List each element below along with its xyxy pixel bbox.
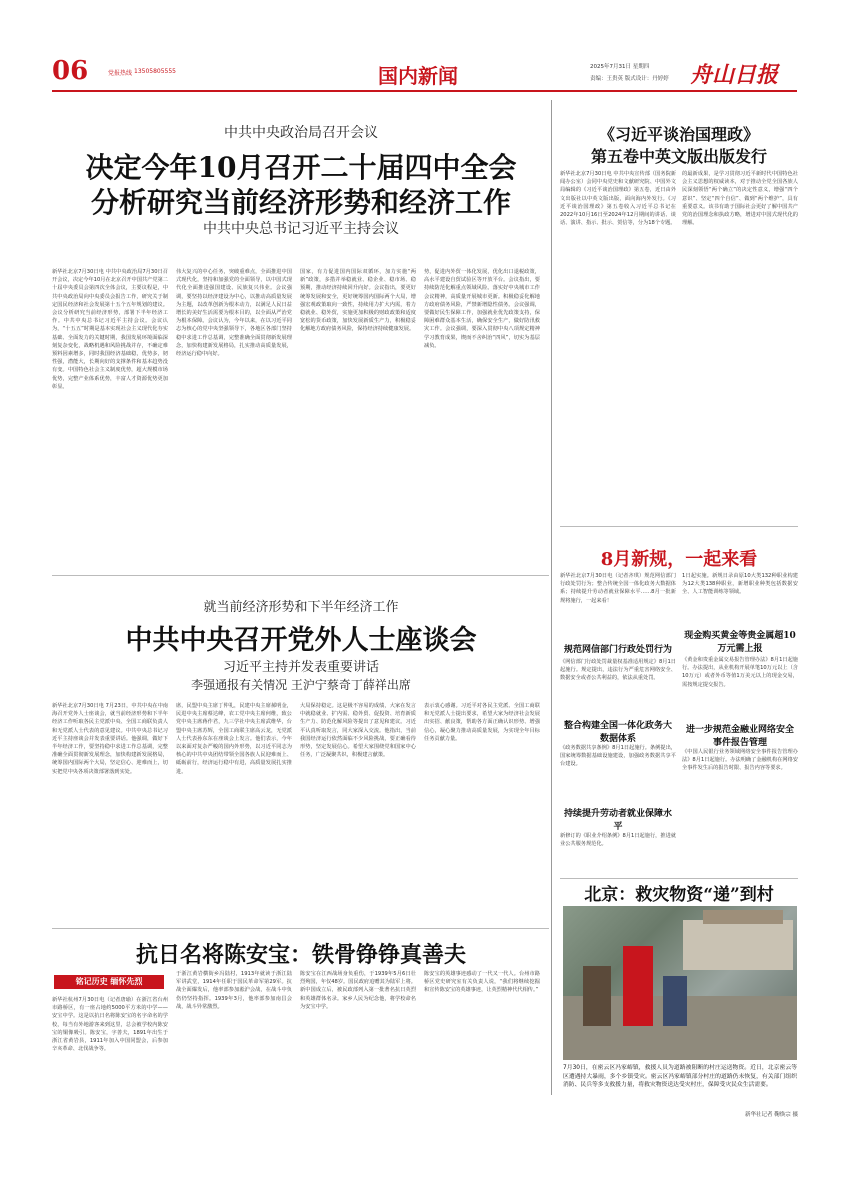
story3-column-2: 于浙江黄岩横街乡冯陆村，1913年就读于浙江陆军讲武堂，1914年任职于国民革命军第29军。抗战全面爆发后，他率部参加淞沪会战，在战斗中负伤仍坚持指挥。1939年3月，他率部参加南昌会战，战斗异常激烈。	[176, 971, 292, 1010]
editor-label: 党报热线	[108, 70, 133, 77]
story1-subhead: 中共中央总书记习近平主持会议	[203, 221, 399, 237]
story1-headline-1: 决定今年10月召开二十届四中全会	[85, 151, 517, 184]
story2-subhead-2: 李强通报有关情况 王沪宁蔡奇丁薛祥出席	[191, 678, 411, 692]
section-title: 国内新闻	[378, 64, 458, 88]
section-divider-4	[560, 878, 798, 879]
story1-headline-2: 分析研究当前经济形势和经济工作	[90, 186, 511, 219]
story2-subhead: 习近平主持并发表重要讲话	[222, 660, 379, 675]
story2-kicker: 就当前经济形势和下半年经济工作	[203, 600, 399, 615]
story5-sub-1-body: 《网信部门行政处罚裁量权基准适用规定》8月1日起施行。规定提出，违法行为严重危害网络安全、数据安全或者公共利益的，依法从重处罚。	[560, 659, 676, 682]
story5-sub-4: 现金购买黄金等贵金属超10万元需上报	[684, 631, 796, 654]
column-divider	[551, 100, 552, 1095]
story2-column-4: 表示衷心感谢。习近平对各民主党派、全国工商联和无党派人士提出要求，希望大家为经济社会发展出实招、献良策，帮助各方面正确认识形势、增强信心，凝心聚力推动高质量发展，为实现全年目标任务贡献力量。	[424, 703, 540, 742]
hotline-number: 13505805555	[134, 68, 176, 75]
story5-column-2: 1日起实施。新规日录由原10大类132种职业构建为12大类138种职业，新增职业种类包括数据安全、人工智能训练等领域。	[682, 573, 798, 596]
story4-headline-1: 《习近平谈治国理政》	[598, 125, 759, 144]
story6-headline: 北京：救灾物资“递”到村	[584, 885, 774, 905]
story3-column-4: 陈安宝的英雄事迹感动了一代又一代人。台州市路桥区党史研究室有关负责人说，“我们将继续挖掘和宣传陈安宝的英雄事迹，让英烈精神代代相传。”	[424, 971, 540, 994]
story5-sub-1: 规范网信部门行政处罚行为	[563, 645, 672, 655]
date-line: 2025年7月31日 星期四	[590, 64, 650, 70]
story1-column-2: 伟大复兴的中心任务，突破重难点，全面推进中国式现代化，坚持和加强党的全面领导，以中国式现代化全面推进强国建设、民族复兴伟业。会议强调，要坚持以经济建设为中心，以推动高质量发展为主题，以改革创新为根本动力，以满足人民日益增长的美好生活需要为根本目的，以全面从严治党为根本保障。会议认为，今年以来，在以习近平同志为核心的党中央坚强领导下，各地区各部门坚持稳中求进工作总基调，完整准确全面贯彻新发展理念，加快构建新发展格局，扎实推动高质量发展，经济运行稳中向好。	[176, 269, 292, 358]
story1-column-1: 新华社北京7月30日电 中共中央政治局7月30日召开会议，决定今年10月在北京召开中国共产党第二十届中央委员会第四次全体会议，主要议程是，中共中央政治局向中央委员会报告工作，研究关于制定国民经济和社会发展第十五个五年规划的建议。会议分析研究当前经济形势，部署下半年经济工作。中共中央总书记习近平主持会议。会议认为，“十五五”时期是基本实现社会主义现代化夯实基础、全面发力的关键时期，我国发展环境面临深刻复杂变化，战略机遇和风险挑战并存，不确定难预料因素增多，同时我国经济基础稳，优势多，韧性强，潜能大，长期向好的支撑条件和基本趋势没有变。中国特色社会主义制度优势，超大规模市场优势，完整产业体系优势，丰富人才资源优势更加彰显。	[52, 269, 168, 390]
story5-sub-4-body: 《黄金和贵重金属交易报告管理办法》8月1日起施行。办法提出，从业机构开展单笔10万元以上（含10万元）或者外币等值1万美元以上的现金交易，需按规定提交报告。	[682, 657, 798, 688]
story1-kicker: 中共中央政治局召开会议	[224, 125, 378, 141]
story4-column-1: 新华社北京7月30日电 中共中央宣传部（国务院新闻办公室）会同中央党史和文献研究院、中国外文局编辑的《习近平谈治国理政》第五卷，近日由外文出版社以中英文版出版，面向海内外发行。《习近平谈治国理政》第五卷收入习近平总书记在2022年10月16日至2024年12月期间的讲话、谈话、演讲、指示、批示、贺信等，分为18个专题。	[560, 171, 676, 227]
story1-column-3: 国家，有力促进国内国际双循环，加力实施“两新”政策，多措并举稳就业、稳企业、稳市场、稳预期，推动经济持续回升向好。会议指出，要更好统筹发展和安全，更好统筹国内国际两个大局，增强宏观政策取向一致性，持续用力扩大内需，着力稳就业、稳外贸，实施更加积极的财政政策和适度宽松的货币政策，加快发展新质生产力，积极稳妥化解地方政府债务风险，保持经济持续健康发展。	[300, 269, 416, 333]
section-divider-1	[52, 575, 549, 576]
photo-caption: 7月30日，在密云区冯家峪镇，救援人员为道路被阻断的村庄运送物资。近日，北京密云等区遭遇持大暴雨，多个乡镇受灾。密云区冯家峪镇部分村庄的道路仍未恢复，有关部门组织消防、民兵等多支救援力量，将救灾物资送达受灾村庄，保障受灾民众生活需要。	[563, 1065, 797, 1089]
story1-column-4: 势，促进内外贸一体化发展，优化出口退税政策，高水平建设自贸试验区等开放平台。会议指出，要持续防范化解重点领域风险。落实好中央城市工作会议精神，高质量开展城市更新。积极稳妥化解地方政府债务风险，严禁新增隐性债务。会议强调，要做好民生保障工作，加强就业优先政策支持，保障困难群众基本生活，确保安全生产，做好防汛救灾工作。会议强调，要深入贯彻中央八项规定精神学习教育成果，锲而不舍纠治“四风”，切实为基层减负。	[424, 269, 540, 349]
story2-column-2: 席，民盟中央主席丁仲礼，民建中央主席郝明金，民进中央主席蔡达峰，农工党中央主席何维，致公党中央主席蒋作君，九三学社中央主席武维华，台盟中央主席苏辉，全国工商联主席高云龙，无党派人士代表孙东东在座谈会上发言。他们表示，今年以来面对复杂严峻的国内外形势，以习近平同志为核心的中共中央团结带领全国各族人民迎难而上、砥砺前行，经济运行稳中有进，高质量发展扎实推进。	[176, 703, 292, 775]
story5-intro: 新华社北京7月30日电（记者齐琪）规范网信部门行政处罚行为；整合传统全国一体化政务大数据体系；持续提升劳动者就业保障水平……8月一批新规将施行，一起来看！	[560, 573, 676, 604]
story5-headline: 8月新规，一起来看	[600, 549, 758, 570]
story2-column-1: 新华社北京7月30日电 7月23日，中共中央在中南海召开党外人士座谈会，就当前经济形势和下半年经济工作听取各民主党派中央、全国工商联负责人和无党派人士代表的意见建议。中共中央总书记习近平主持座谈会并发表重要讲话。他强调，做好下半年经济工作，要坚持稳中求进工作总基调，完整准确全面贯彻新发展理念，加快构建新发展格局，统筹国内国际两个大局，坚定信心、迎难而上，切实把党中央各项决策部署落到实处。	[52, 703, 168, 775]
story5-sub-3: 持续提升劳动者就业保障水平	[563, 809, 672, 832]
story4-headline-2: 第五卷中英文版出版发行	[590, 147, 767, 166]
masthead-rule	[52, 90, 797, 92]
story5-sub-2: 整合构建全国一体化政务大数据体系	[563, 721, 672, 744]
photo-credit: 新华社记者 鞠焕宗 摄	[745, 1112, 798, 1118]
story5-sub-2-body: 《政务数据共享条例》8月1日起施行。条例提出，国家统筹数据基础设施建设，加强政务数据共享平台建设。	[560, 745, 676, 768]
story5-sub-5: 进一步规范金融业网络安全事件报告管理	[685, 725, 794, 748]
section-divider-2	[52, 928, 549, 929]
relief-photo	[563, 906, 797, 1060]
story2-headline: 中共中央召开党外人士座谈会	[125, 625, 477, 656]
story3-column-1: 新华社杭州7月30日电（记者唐瑜）在浙江省台州市路桥区，有一座占地约5000平方米的中学——安宝中学。这是以抗日名将陈安宝的名字命名的学校，每当有外地游客来到这里，总会被学校内陈安宝的铜像吸引。陈安宝，字善夫，1891年出生于浙江省黄岩县，1911年加入中国同盟会，后参加辛亥革命、北伐战争等。	[52, 997, 168, 1053]
story2-column-3: 大局保持稳定。这是极不容易的成绩，大家在发言中就稳就业、扩内需、稳外贸、促投资、培育新质生产力、防范化解风险等提出了意见和建议。习近平认真听取发言，同大家深入交流。他指出，当前我国经济运行依然面临不少风险挑战，要正确看待形势，坚定发展信心。希望大家围绕党和国家中心任务，广泛凝聚共识，积极建言献策。	[300, 703, 416, 759]
page-number: 06	[52, 56, 89, 86]
story5-sub-3-body: 新修订的《职业介绍条例》8月1日起施行，推进就业公共服务规范化。	[560, 833, 676, 848]
story3-tag: 铭记历史 缅怀先烈	[54, 975, 164, 989]
section-divider-3	[560, 526, 798, 527]
paper-logo: 舟山日报	[690, 62, 779, 88]
staff-line: 责编：王贵英 版式设计：丹婷婷	[590, 76, 669, 82]
story4-column-2: 的最新成果，是学习贯彻习近平新时代中国特色社会主义思想的权威读本，对于推动全党全国各族人民深刻领悟“两个确立”的决定性意义，增强“四个意识”、坚定“四个自信”、做到“两个维护”，具有重要意义。该书有助于国际社会更好了解中国共产党的治国理念和执政方略，增进对中国式现代化的理解。	[682, 171, 798, 227]
story5-sub-5-body: 《中国人民银行业务领域网络安全事件报告管理办法》8月1日起施行。办法明确了金融机构在网络安全事件发生后的报告时限、报告内容等要求。	[682, 749, 798, 772]
story3-column-3: 陈安宝在江西战场身负重伤，于1939年5月6日壮烈殉国，年仅48岁。国民政府追赠其为陆军上将。新中国成立后，被民政部列入第一批著名抗日英烈和英雄群体名录。家乡人民为纪念他，将学校命名为安宝中学。	[300, 971, 416, 1010]
story3-headline: 抗日名将陈安宝：铁骨铮铮真善夫	[135, 942, 466, 968]
